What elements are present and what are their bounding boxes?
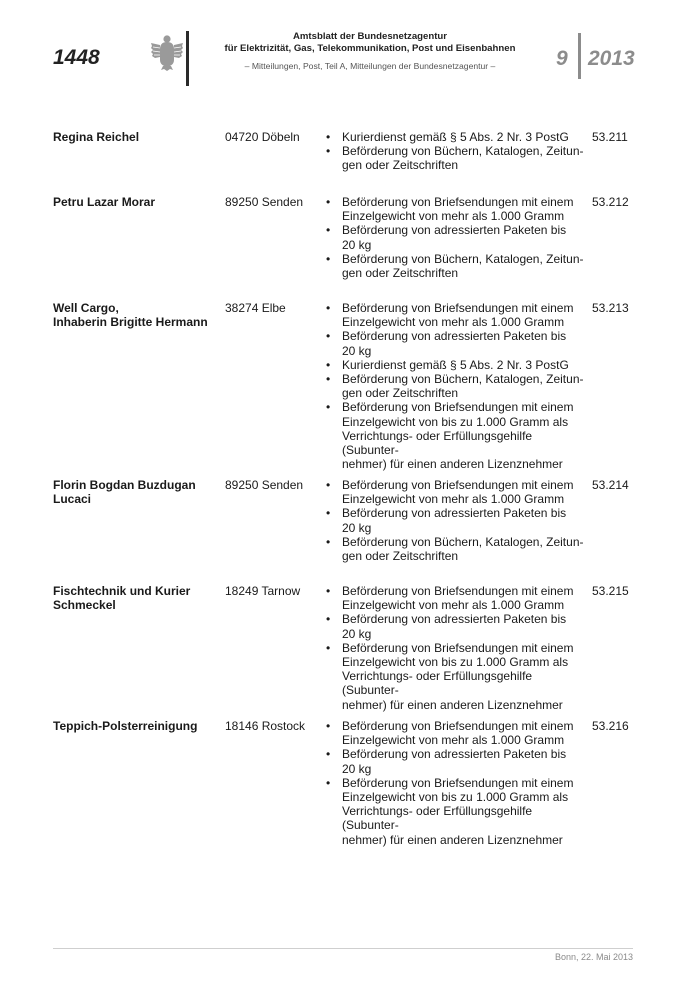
licensee-location: 18249 Tarnow <box>225 584 301 598</box>
issue-number: 9 <box>556 47 568 70</box>
service-item <box>326 329 588 357</box>
service-text-line: Beförderung von Briefsendungen mit einem <box>342 195 574 209</box>
registration-number: 53.216 <box>592 719 629 733</box>
footer-date: Bonn, 22. Mai 2013 <box>554 952 633 962</box>
service-item <box>326 747 588 775</box>
service-text-line: nehmer) für einen anderen Lizenznehmer <box>342 457 563 472</box>
service-item <box>326 719 588 747</box>
bullet-icon: • <box>326 144 331 159</box>
licensee-name <box>53 719 218 733</box>
service-item <box>326 641 588 712</box>
service-item <box>326 195 588 223</box>
bullet-icon: • <box>326 251 331 266</box>
service-text-line: Beförderung von Büchern, Katalogen, Zeitun- <box>342 144 584 159</box>
bullet-icon: • <box>326 301 331 315</box>
service-text-line: Beförderung von adressierten Paketen bis <box>342 506 567 521</box>
footer-divider <box>53 948 633 949</box>
licensee-location: 38274 Elbe <box>225 301 286 315</box>
service-text-line: gen oder Zeitschriften <box>342 158 459 173</box>
bullet-icon: • <box>326 506 331 521</box>
publication-header <box>205 31 535 72</box>
bullet-icon: • <box>326 130 331 144</box>
licensee-name <box>53 584 218 612</box>
service-item <box>326 252 588 280</box>
licensee-location: 89250 Senden <box>225 478 304 492</box>
service-text-line: Beförderung von Briefsendungen mit einem <box>342 400 574 415</box>
service-item <box>326 130 588 144</box>
service-text-line: Kurierdienst gemäß § 5 Abs. 2 Nr. 3 PostG <box>342 130 569 144</box>
service-text-line: 20 kg <box>342 237 372 252</box>
bullet-icon: • <box>326 372 331 387</box>
service-text-line: Beförderung von Briefsendungen mit einem <box>342 719 574 733</box>
publication-title-line1: Amtsblatt der Bundesnetzagentur <box>292 31 448 42</box>
service-text-line: Beförderung von adressierten Paketen bis <box>342 747 567 762</box>
publication-subtitle: – Mitteilungen, Post, Teil A, Mitteilungen der Bundesnetzagentur – <box>244 61 496 71</box>
service-list <box>326 195 588 280</box>
bullet-icon: • <box>326 223 331 238</box>
service-item <box>326 400 588 471</box>
service-text-line: gen oder Zeitschriften <box>342 386 459 401</box>
licensee-name-line: Well Cargo, <box>53 301 119 315</box>
service-text-line: Beförderung von Briefsendungen mit einem <box>342 301 574 315</box>
bullet-icon: • <box>326 534 331 549</box>
service-item <box>326 776 588 847</box>
service-text-line: Einzelgewicht von mehr als 1.000 Gramm <box>342 598 565 613</box>
header-divider <box>186 31 189 86</box>
service-text-line: Beförderung von adressierten Paketen bis <box>342 329 567 344</box>
service-item <box>326 301 588 329</box>
licensee-location: 04720 Döbeln <box>225 130 300 144</box>
bullet-icon: • <box>326 775 331 790</box>
issue-year: 2013 <box>588 47 635 70</box>
service-text-line: Beförderung von Büchern, Katalogen, Zeitun- <box>342 251 584 266</box>
licensee-name-line: Petru Lazar Morar <box>53 195 156 209</box>
licensee-location: 18146 Rostock <box>225 719 306 733</box>
service-text-line: Beförderung von Briefsendungen mit einem <box>342 640 574 655</box>
service-text-line: Einzelgewicht von mehr als 1.000 Gramm <box>342 492 565 507</box>
service-text-line: gen oder Zeitschriften <box>342 266 459 281</box>
licensee-name-line: Regina Reichel <box>53 130 140 144</box>
licensee-name-line: Lucaci <box>53 492 92 507</box>
service-text-line: nehmer) für einen anderen Lizenznehmer <box>342 697 563 712</box>
bullet-icon: • <box>326 357 331 372</box>
service-text-line: Beförderung von adressierten Paketen bis <box>342 223 567 238</box>
service-text-line: Einzelgewicht von bis zu 1.000 Gramm als <box>342 655 569 670</box>
service-text-line: Kurierdienst gemäß § 5 Abs. 2 Nr. 3 PostG <box>342 357 569 372</box>
service-list <box>326 478 588 563</box>
service-text-line: Beförderung von Büchern, Katalogen, Zeitun- <box>342 534 584 549</box>
licensee-name <box>53 301 218 329</box>
service-list <box>326 719 588 847</box>
registration-number: 53.212 <box>592 195 629 209</box>
federal-eagle-icon <box>150 33 184 71</box>
bullet-icon: • <box>326 640 331 655</box>
issue-divider <box>578 33 581 79</box>
service-text-line: Einzelgewicht von mehr als 1.000 Gramm <box>342 733 565 748</box>
registration-number: 53.213 <box>592 301 629 315</box>
bullet-icon: • <box>326 612 331 627</box>
licensee-name <box>53 478 218 506</box>
service-item <box>326 223 588 251</box>
bullet-icon: • <box>326 747 331 762</box>
registration-number: 53.211 <box>592 130 628 144</box>
service-text-line: Einzelgewicht von bis zu 1.000 Gramm als <box>342 414 569 429</box>
service-item <box>326 612 588 640</box>
bullet-icon: • <box>326 195 331 209</box>
bullet-icon: • <box>326 719 331 733</box>
licensee-location: 89250 Senden <box>225 195 304 209</box>
bullet-icon: • <box>326 400 331 415</box>
licensee-name-line: Teppich-Polsterreinigung <box>53 719 198 733</box>
publication-title-line2: für Elektrizität, Gas, Telekommunikation, Post und Eisenbahnen <box>224 43 516 54</box>
service-list <box>326 130 588 173</box>
service-item <box>326 506 588 534</box>
page-number: 1448 <box>53 46 100 69</box>
licensee-name-line: Inhaberin Brigitte Hermann <box>53 315 208 330</box>
service-text-line: Einzelgewicht von bis zu 1.000 Gramm als <box>342 790 569 805</box>
bullet-icon: • <box>326 329 331 344</box>
service-text-line: 20 kg <box>342 343 372 358</box>
bullet-icon: • <box>326 478 331 492</box>
service-text-line: 20 kg <box>342 761 372 776</box>
service-text-line: Verrichtungs- oder Erfüllungsgehilfe (Subunter- <box>342 804 533 833</box>
service-item <box>326 478 588 506</box>
service-list <box>326 584 588 712</box>
service-item <box>326 535 588 563</box>
service-text-line: gen oder Zeitschriften <box>342 549 459 564</box>
service-list <box>326 301 588 471</box>
service-text-line: Beförderung von adressierten Paketen bis <box>342 612 567 627</box>
service-item <box>326 372 588 400</box>
service-text-line: Beförderung von Briefsendungen mit einem <box>342 775 574 790</box>
service-text-line: 20 kg <box>342 626 372 641</box>
service-text-line: Beförderung von Büchern, Katalogen, Zeitun- <box>342 372 584 387</box>
service-text-line: Verrichtungs- oder Erfüllungsgehilfe (Subunter- <box>342 428 533 458</box>
bullet-icon: • <box>326 584 331 598</box>
service-text-line: Einzelgewicht von mehr als 1.000 Gramm <box>342 209 565 224</box>
licensee-name <box>53 195 218 209</box>
licensee-name-line: Florin Bogdan Buzdugan <box>53 478 196 492</box>
service-text-line: Verrichtungs- oder Erfüllungsgehilfe (Subunter- <box>342 669 533 698</box>
service-text-line: Beförderung von Briefsendungen mit einem <box>342 584 574 598</box>
licensee-name <box>53 130 218 144</box>
service-text-line: 20 kg <box>342 520 372 535</box>
service-item <box>326 358 588 372</box>
licensee-name-line: Schmeckel <box>53 598 116 613</box>
service-text-line: Einzelgewicht von mehr als 1.000 Gramm <box>342 315 565 330</box>
registration-number: 53.215 <box>592 584 629 598</box>
service-text-line: Beförderung von Briefsendungen mit einem <box>342 478 574 492</box>
service-item <box>326 144 588 172</box>
service-item <box>326 584 588 612</box>
service-text-line: nehmer) für einen anderen Lizenznehmer <box>342 832 563 847</box>
registration-number: 53.214 <box>592 478 629 492</box>
licensee-name-line: Fischtechnik und Kurier <box>53 584 191 598</box>
